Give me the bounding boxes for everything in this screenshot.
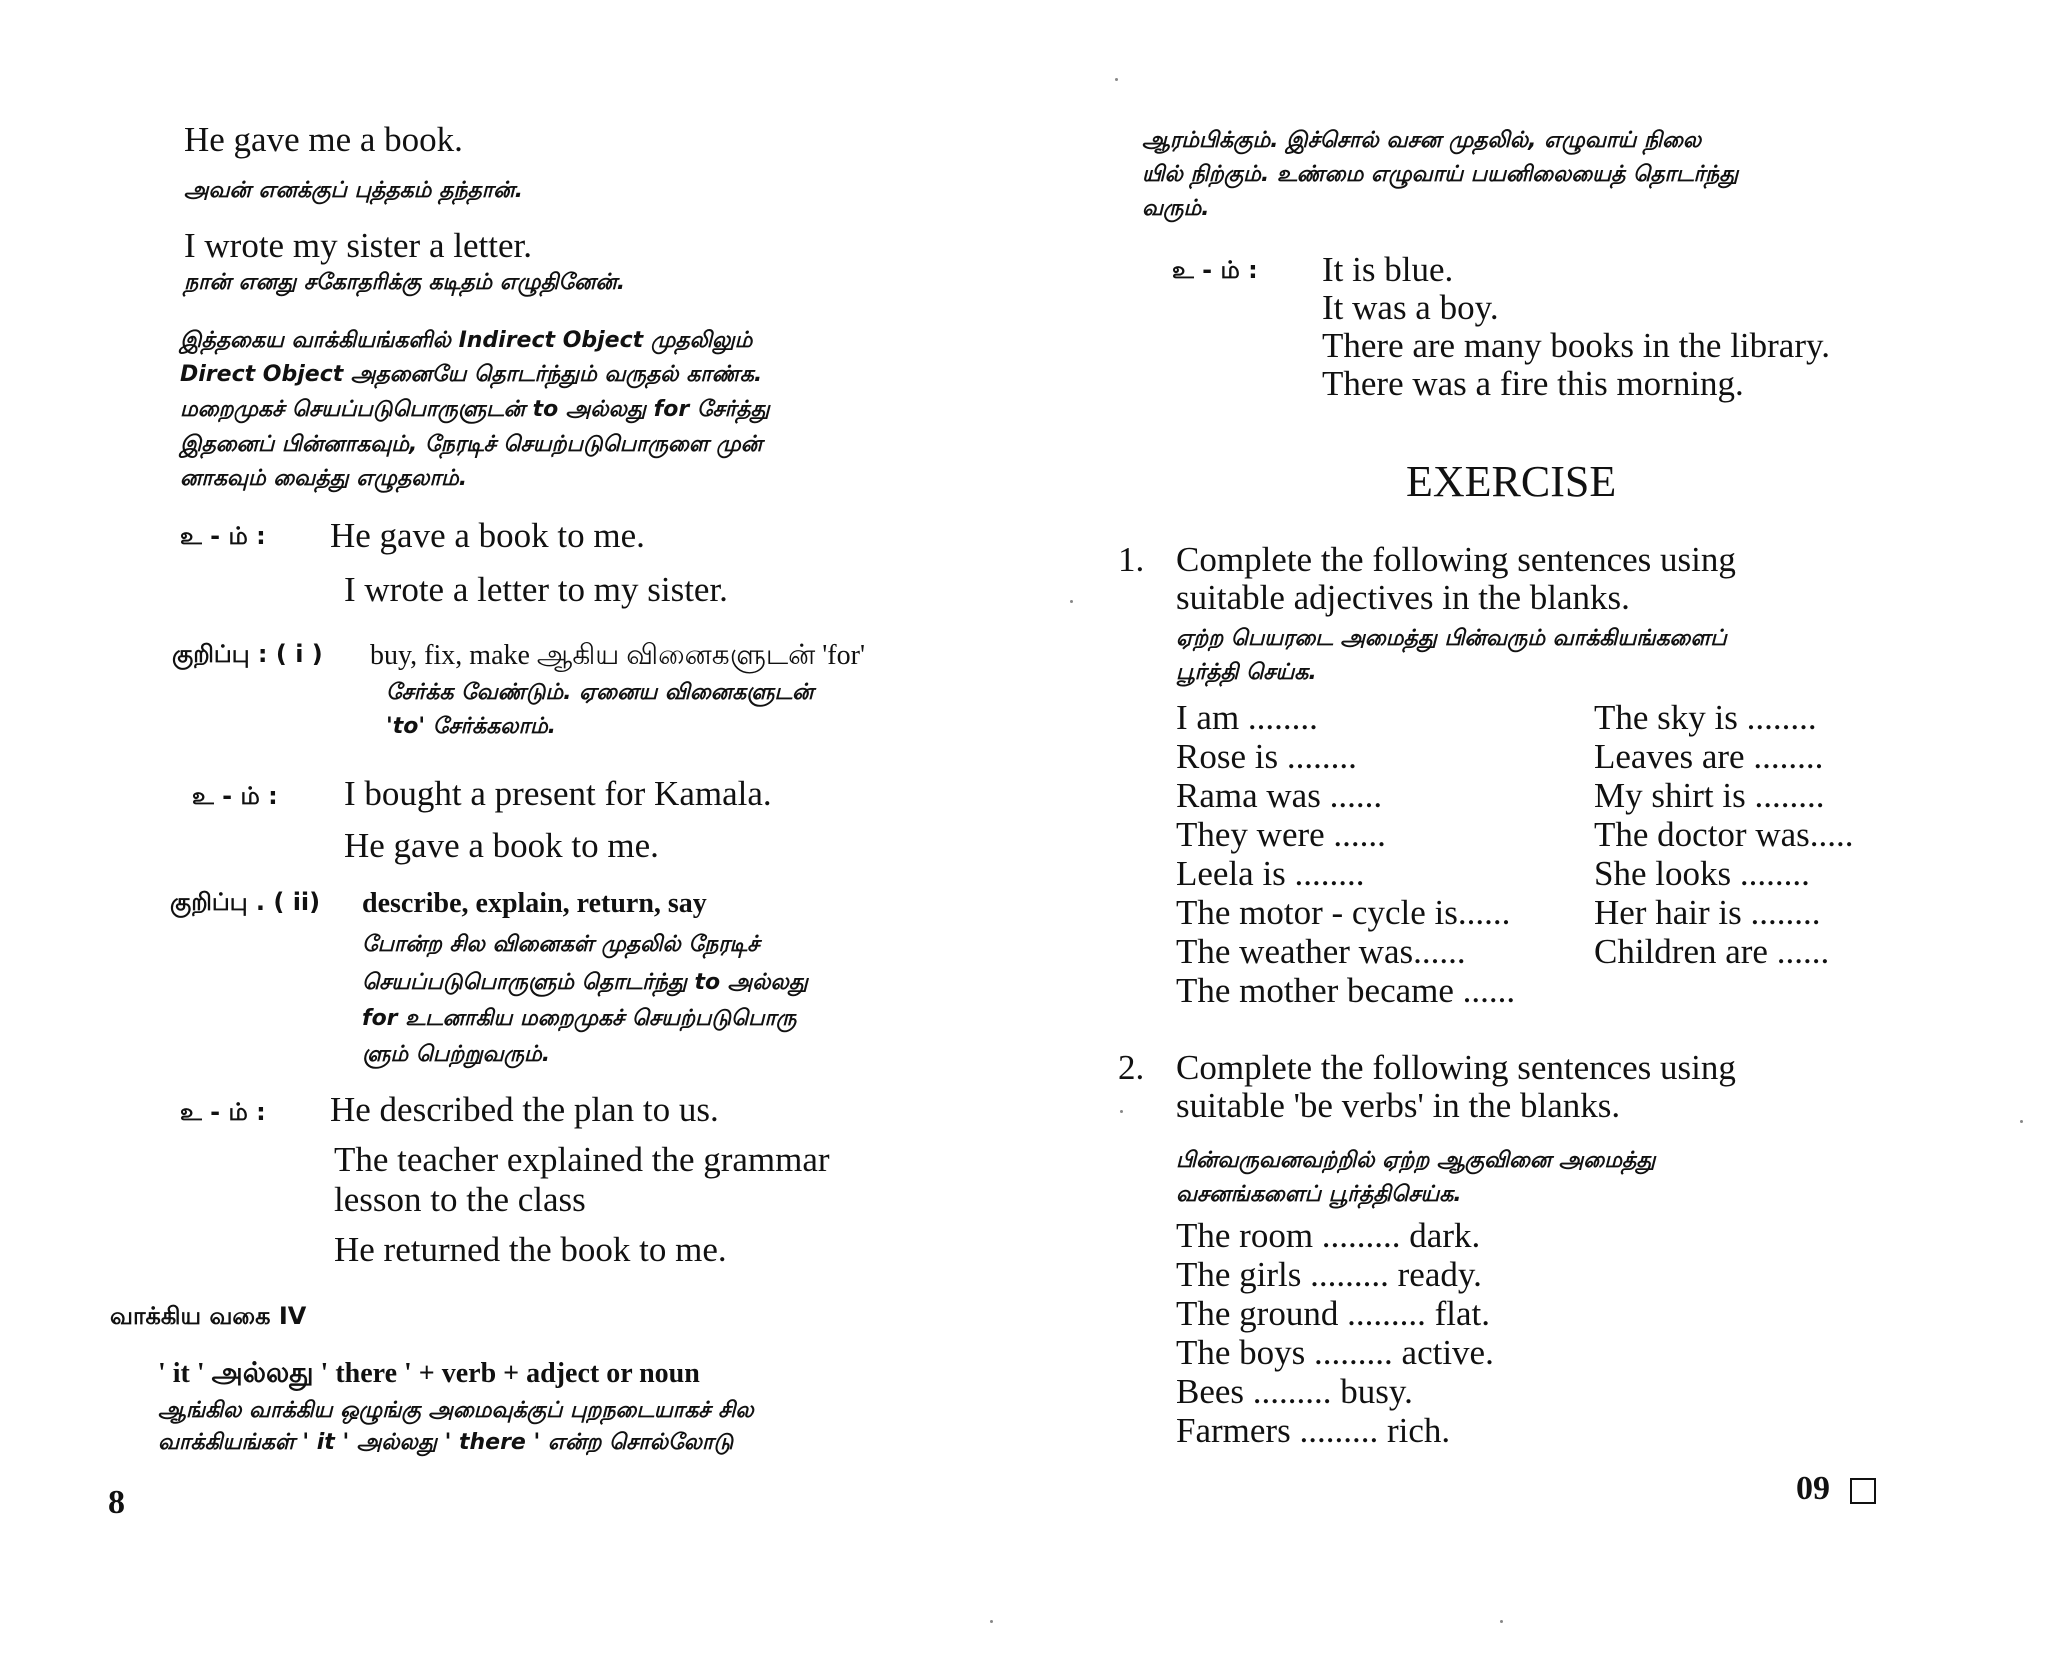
blank-item: The doctor was.....: [1594, 815, 1854, 854]
note-line: Direct Object அதனையே தொடர்ந்தும் வருதல் காண்க.: [180, 362, 763, 387]
blank-item: The ground ......... flat.: [1176, 1294, 1490, 1333]
blank-item: Bees ......... busy.: [1176, 1372, 1413, 1411]
note-line: மறைமுகச் செயப்படுபொருளுடன் to அல்லது for சேர்த்து: [180, 397, 770, 422]
question-text: Complete the following sentences using: [1176, 540, 1736, 579]
exercise-title: EXERCISE: [1406, 457, 1617, 506]
continuation-line: ஆரம்பிக்கும். இச்சொல் வசன முதலில், எழுவாய் நிலை: [1142, 128, 1702, 153]
blank-item: The boys ......... active.: [1176, 1333, 1494, 1372]
example-sentence: There are many books in the library.: [1322, 326, 1830, 365]
scan-speck: [990, 1620, 993, 1623]
tamil-instruction: ஏற்ற பெயரடை அமைத்து பின்வரும் வாக்கியங்களைப்: [1176, 626, 1727, 651]
scan-speck: [1120, 1110, 1123, 1113]
tamil-translation: நான் எனது சகோதரிக்கு கடிதம் எழுதினேன்.: [184, 270, 626, 295]
scan-speck: [1115, 78, 1118, 81]
note-text: செயப்படுபொருளும் தொடர்ந்து to அல்லது: [362, 970, 808, 995]
blank-item: The room ......... dark.: [1176, 1216, 1481, 1255]
page-number-block: [1796, 1470, 1876, 1508]
continuation-line: வரும்.: [1142, 196, 1210, 221]
tamil-instruction: பின்வருவனவற்றில் ஏற்ற ஆகுவினை அமைத்து: [1176, 1148, 1656, 1173]
example-label: உ - ம் :: [192, 782, 278, 810]
question-number: 1.: [1118, 540, 1145, 579]
blank-item: The weather was......: [1176, 932, 1466, 971]
blank-item: Children are ......: [1594, 932, 1830, 971]
example-sentence: He gave a book to me.: [330, 516, 645, 555]
blank-item: They were ......: [1176, 815, 1386, 854]
example-sentence: There was a fire this morning.: [1322, 364, 1744, 403]
question-text: suitable 'be verbs' in the blanks.: [1176, 1086, 1621, 1125]
blank-item: The motor - cycle is......: [1176, 893, 1511, 932]
note-line: வாக்கியங்கள் ' it ' அல்லது ' there ' என்ற சொல்லோடு: [158, 1430, 734, 1455]
example-label: உ - ம் :: [1172, 256, 1258, 284]
blank-item: My shirt is ........: [1594, 776, 1825, 815]
example-sentence: He gave a book to me.: [344, 826, 659, 865]
example-sentence: It was a boy.: [1322, 288, 1499, 327]
square-icon: [1850, 1478, 1876, 1504]
note-line: இத்தகைய வாக்கியங்களில் Indirect Object முதலிலும்: [180, 328, 753, 353]
note-text: சேர்க்க வேண்டும். ஏனைய வினைகளுடன்: [386, 680, 814, 705]
scan-speck: [1070, 600, 1073, 603]
note-text: 'to' சேர்க்கலாம்.: [386, 714, 557, 739]
example-sentence: He gave me a book.: [184, 120, 463, 159]
example-sentence: lesson to the class: [334, 1180, 586, 1219]
formula: ' it ' அல்லது ' there ' + verb + adject or noun: [158, 1358, 700, 1389]
note-line: னாகவும் வைத்து எழுதலாம்.: [180, 466, 468, 491]
note-text: buy, fix, make ஆகிய வினைகளுடன் 'for': [370, 640, 865, 671]
continuation-line: யில் நிற்கும். உண்மை எழுவாய் பயனிலையைத் தொடர்ந்து: [1142, 162, 1739, 187]
note-line: இதனைப் பின்னாகவும், நேரடிச் செயற்படுபொருளை முன்: [180, 432, 763, 457]
scan-speck: [1500, 1620, 1503, 1623]
example-label: உ - ம் :: [180, 522, 266, 550]
blank-item: Farmers ......... rich.: [1176, 1411, 1451, 1450]
question-number: 2.: [1118, 1048, 1145, 1087]
note-label: குறிப்பு . ( ii): [170, 888, 321, 916]
example-sentence: I bought a present for Kamala.: [344, 774, 772, 813]
example-sentence: The teacher explained the grammar: [334, 1140, 830, 1179]
right-page: [1024, 0, 2048, 1656]
page-number: 8: [108, 1484, 125, 1521]
example-sentence: I wrote a letter to my sister.: [344, 570, 728, 609]
blank-item: Rose is ........: [1176, 737, 1357, 776]
blank-item: Leaves are ........: [1594, 737, 1824, 776]
question-text: Complete the following sentences using: [1176, 1048, 1736, 1087]
blank-item: The girls ......... ready.: [1176, 1255, 1482, 1294]
blank-item: She looks ........: [1594, 854, 1810, 893]
tamil-instruction: வசனங்களைப் பூர்த்திசெய்க.: [1176, 1182, 1462, 1207]
blank-item: Rama was ......: [1176, 776, 1383, 815]
example-sentence: It is blue.: [1322, 250, 1454, 289]
note-text: ளும் பெற்றுவரும்.: [362, 1042, 551, 1067]
example-sentence: He described the plan to us.: [330, 1090, 719, 1129]
blank-item: The sky is ........: [1594, 698, 1817, 737]
tamil-translation: அவன் எனக்குப் புத்தகம் தந்தான்.: [184, 178, 523, 203]
blank-item: Leela is ........: [1176, 854, 1365, 893]
section-heading: வாக்கிய வகை IV: [110, 1302, 307, 1330]
example-label: உ - ம் :: [180, 1098, 266, 1126]
question-text: suitable adjectives in the blanks.: [1176, 578, 1630, 617]
note-text: for உடனாகிய மறைமுகச் செயற்படுபொரு: [362, 1006, 797, 1031]
example-sentence: I wrote my sister a letter.: [184, 226, 532, 265]
note-text: போன்ற சில வினைகள் முதலில் நேரடிச்: [362, 932, 760, 957]
blank-item: The mother became ......: [1176, 971, 1516, 1010]
example-sentence: He returned the book to me.: [334, 1230, 727, 1269]
page-number: 09: [1796, 1470, 1830, 1507]
note-text: describe, explain, return, say: [362, 888, 707, 919]
note-label: குறிப்பு : ( i ): [172, 640, 323, 668]
blank-item: I am ........: [1176, 698, 1318, 737]
scan-speck: [2020, 1120, 2023, 1123]
tamil-instruction: பூர்த்தி செய்க.: [1176, 660, 1317, 685]
blank-item: Her hair is ........: [1594, 893, 1821, 932]
note-line: ஆங்கில வாக்கிய ஒழுங்கு அமைவுக்குப் புறநடையாகச் சில: [158, 1398, 754, 1423]
